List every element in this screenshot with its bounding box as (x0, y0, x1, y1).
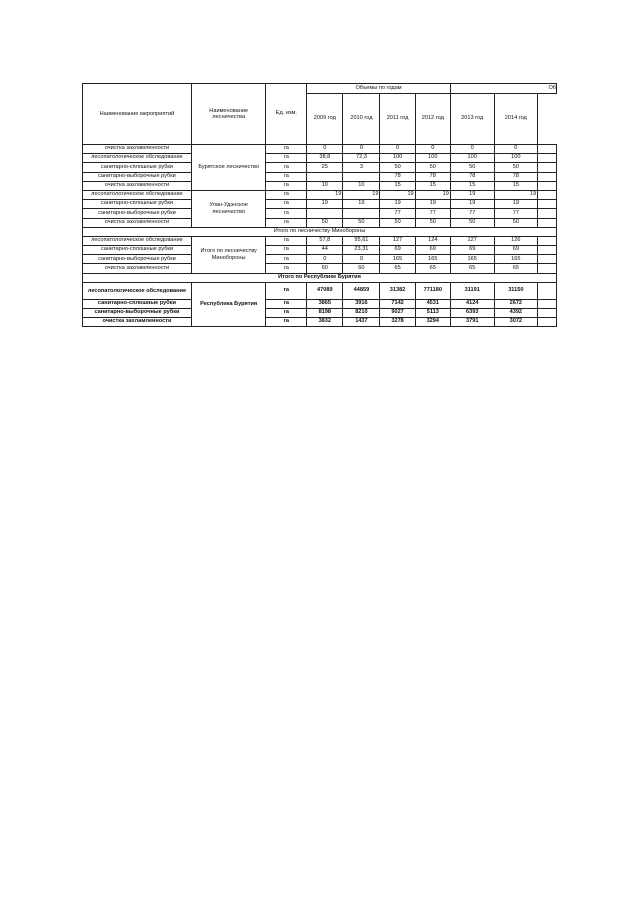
value-cell: 5113 (415, 309, 450, 318)
unit-cell: га (266, 282, 307, 299)
year-header: 2012 год (415, 94, 450, 145)
event-cell: санитарно-выборочные рубки (83, 209, 192, 218)
value-cell-extra (538, 309, 557, 318)
event-cell: санитарно-выборочные рубки (83, 309, 192, 318)
value-cell: 60 (343, 264, 380, 273)
value-cell-extra (538, 255, 557, 264)
table-row (83, 209, 557, 218)
value-cell: 19 (343, 200, 380, 209)
value-cell: 69 (415, 246, 450, 255)
unit-cell: га (266, 246, 307, 255)
value-cell: 771180 (415, 282, 450, 299)
event-cell: санитарно-выборочные рубки (83, 255, 192, 264)
event-cell: лесопатологическое обследование (83, 236, 192, 245)
year-header: 2009 год (307, 94, 343, 145)
value-cell: 165 (494, 255, 538, 264)
unit-cell: га (266, 299, 307, 308)
value-cell: 65 (415, 264, 450, 273)
value-cell: 3916 (343, 299, 380, 308)
value-cell: 3791 (450, 318, 494, 327)
col-unit-header: Ед. изм. (266, 84, 307, 145)
value-cell: 19 (494, 190, 538, 199)
value-cell: 65 (494, 264, 538, 273)
value-cell: 127 (380, 236, 415, 245)
table-row (83, 145, 557, 154)
value-cell: 8198 (307, 309, 343, 318)
value-cell: 127 (450, 236, 494, 245)
event-cell: очистка захламленности (83, 145, 192, 154)
col-forestry-header: Наименование лесничества (191, 84, 266, 145)
table-row (83, 318, 557, 327)
forestry-cell: Бурятское лесничество (191, 145, 266, 191)
event-cell: очистка захламленности (83, 218, 192, 227)
value-cell: 19 (380, 200, 415, 209)
value-cell: 69 (450, 246, 494, 255)
value-cell: 15 (494, 181, 538, 190)
table-row (83, 255, 557, 264)
unit-cell: га (266, 209, 307, 218)
value-cell: 31191 (450, 282, 494, 299)
value-cell: 19 (415, 200, 450, 209)
table-row (83, 181, 557, 190)
value-cell: 60 (307, 264, 343, 273)
value-cell: 65 (450, 264, 494, 273)
value-cell-extra (538, 236, 557, 245)
value-cell: 0 (307, 255, 343, 264)
event-cell: лесопатологическое обследование (83, 282, 192, 299)
value-cell: 3278 (380, 318, 415, 327)
unit-cell: га (266, 145, 307, 154)
value-cell: 3294 (415, 318, 450, 327)
value-cell-extra (538, 209, 557, 218)
value-cell-extra (538, 218, 557, 227)
value-cell: 50 (450, 163, 494, 172)
value-cell: 78 (380, 172, 415, 181)
event-cell: лесопатологическое обследование (83, 154, 192, 163)
value-cell: 1437 (343, 318, 380, 327)
table-row (83, 299, 557, 308)
unit-cell: га (266, 309, 307, 318)
value-cell: 19 (380, 190, 415, 199)
table-row (83, 236, 557, 245)
unit-cell: га (266, 163, 307, 172)
value-cell: 50 (415, 218, 450, 227)
value-cell: 9027 (380, 309, 415, 318)
value-cell-extra (538, 282, 557, 299)
value-cell: 2672 (494, 299, 538, 308)
value-cell: 0 (343, 145, 380, 154)
value-cell: 50 (380, 218, 415, 227)
unit-cell: га (266, 218, 307, 227)
value-cell: 50 (380, 163, 415, 172)
value-cell: 165 (415, 255, 450, 264)
event-cell: санитарно-сплошные рубки (83, 200, 192, 209)
value-cell-extra (538, 172, 557, 181)
event-cell: санитарно-сплошные рубки (83, 163, 192, 172)
value-cell: 15 (450, 181, 494, 190)
year-header: 2014 год (494, 94, 538, 145)
value-cell: 7142 (380, 299, 415, 308)
republic-title: Итого по Республике Бурятия (83, 273, 557, 282)
value-cell: 100 (380, 154, 415, 163)
value-cell: 78 (450, 172, 494, 181)
value-cell: 10 (307, 181, 343, 190)
value-cell: 10 (343, 181, 380, 190)
year-header: 2010 год (343, 94, 380, 145)
value-cell: 4531 (415, 299, 450, 308)
event-cell: санитарно-сплошные рубки (83, 246, 192, 255)
value-cell: 47089 (307, 282, 343, 299)
year-header: 2013 год (450, 94, 494, 145)
value-cell: 77 (494, 209, 538, 218)
unit-cell: га (266, 172, 307, 181)
event-cell: очистка захламленности (83, 181, 192, 190)
table-row (83, 172, 557, 181)
unit-cell: га (266, 255, 307, 264)
event-cell: очистка захламленности (83, 318, 192, 327)
value-cell: 19 (494, 200, 538, 209)
unit-cell: га (266, 154, 307, 163)
table-row (83, 200, 557, 209)
value-cell: 126 (494, 236, 538, 245)
value-cell-extra (538, 190, 557, 199)
value-cell: 78 (494, 172, 538, 181)
value-cell-extra (538, 154, 557, 163)
value-cell: 19 (450, 190, 494, 199)
forestry-cell: Улан-Удэнское лесничество (191, 190, 266, 227)
value-cell: 100 (494, 154, 538, 163)
value-cell: 69 (380, 246, 415, 255)
value-cell: 50 (450, 218, 494, 227)
value-cell: 50 (343, 218, 380, 227)
value-cell: 0 (494, 145, 538, 154)
event-cell: санитарно-выборочные рубки (83, 172, 192, 181)
section-title-row (83, 227, 557, 236)
value-cell: 77 (380, 209, 415, 218)
value-cell (343, 209, 380, 218)
header-row-top (83, 84, 557, 94)
value-cell: 4124 (450, 299, 494, 308)
value-cell: 19 (450, 200, 494, 209)
table-row (83, 154, 557, 163)
value-cell: 3072 (494, 318, 538, 327)
value-cell: 44859 (343, 282, 380, 299)
value-cell: 100 (450, 154, 494, 163)
value-cell: 50 (494, 163, 538, 172)
value-cell-extra (538, 200, 557, 209)
value-cell-extra (538, 145, 557, 154)
value-cell: 50 (307, 218, 343, 227)
group-header-2: Об (450, 84, 556, 94)
event-cell: санитарно-сплошные рубки (83, 299, 192, 308)
year-header: 2011 год (380, 94, 415, 145)
unit-cell: га (266, 190, 307, 199)
col-event-header: Наименование мероприятий (83, 84, 192, 145)
value-cell-extra (538, 318, 557, 327)
event-cell: лесопатологическое обследование (83, 190, 192, 199)
value-cell: 19 (307, 190, 343, 199)
forest-measures-table (82, 83, 557, 327)
value-cell-extra (538, 299, 557, 308)
table-row (83, 246, 557, 255)
value-cell: 124 (415, 236, 450, 245)
forestry-cell: Республика Бурятия (191, 282, 266, 327)
minoborony-title: Итого по лесничеству Минобороны (83, 227, 557, 236)
value-cell: 6393 (450, 309, 494, 318)
value-cell: 15 (415, 181, 450, 190)
value-cell: 100 (415, 154, 450, 163)
value-cell: 95,61 (343, 236, 380, 245)
value-cell: 50 (494, 218, 538, 227)
value-cell-extra (538, 264, 557, 273)
value-cell: 0 (307, 145, 343, 154)
value-cell: 25 (307, 163, 343, 172)
value-cell-extra (538, 163, 557, 172)
value-cell: 77 (450, 209, 494, 218)
value-cell: 165 (450, 255, 494, 264)
value-cell: 19 (415, 190, 450, 199)
unit-cell: га (266, 236, 307, 245)
value-cell: 8210 (343, 309, 380, 318)
event-cell: очистка захламленности (83, 264, 192, 273)
year-header-extra (538, 94, 557, 145)
value-cell: 19 (307, 200, 343, 209)
forestry-cell: Итого по лесничеству Минобороны (191, 236, 266, 273)
unit-cell: га (266, 264, 307, 273)
value-cell-extra (538, 246, 557, 255)
unit-cell: га (266, 318, 307, 327)
value-cell: 3 (343, 163, 380, 172)
value-cell: 0 (415, 145, 450, 154)
table-row (83, 264, 557, 273)
table-row (83, 282, 557, 299)
value-cell: 23,31 (343, 246, 380, 255)
value-cell: 69 (494, 246, 538, 255)
table-clip (82, 83, 557, 325)
table-row (83, 218, 557, 227)
unit-cell: га (266, 200, 307, 209)
value-cell (343, 172, 380, 181)
value-cell (307, 209, 343, 218)
unit-cell: га (266, 181, 307, 190)
value-cell: 19 (343, 190, 380, 199)
value-cell: 31150 (494, 282, 538, 299)
value-cell: 0 (450, 145, 494, 154)
value-cell: 50 (415, 163, 450, 172)
value-cell: 165 (380, 255, 415, 264)
value-cell: 72,3 (343, 154, 380, 163)
value-cell: 65 (380, 264, 415, 273)
value-cell: 31382 (380, 282, 415, 299)
value-cell: 38,8 (307, 154, 343, 163)
table-row (83, 190, 557, 199)
section-title-row (83, 273, 557, 282)
table-row (83, 163, 557, 172)
value-cell: 77 (415, 209, 450, 218)
value-cell: 3832 (307, 318, 343, 327)
value-cell: 0 (343, 255, 380, 264)
value-cell: 15 (380, 181, 415, 190)
value-cell: 4392 (494, 309, 538, 318)
value-cell: 44 (307, 246, 343, 255)
value-cell (307, 172, 343, 181)
value-cell: 57,8 (307, 236, 343, 245)
value-cell: 0 (380, 145, 415, 154)
table-row (83, 309, 557, 318)
value-cell-extra (538, 181, 557, 190)
value-cell: 3865 (307, 299, 343, 308)
group-header: Объемы по годам (307, 84, 451, 94)
value-cell: 78 (415, 172, 450, 181)
